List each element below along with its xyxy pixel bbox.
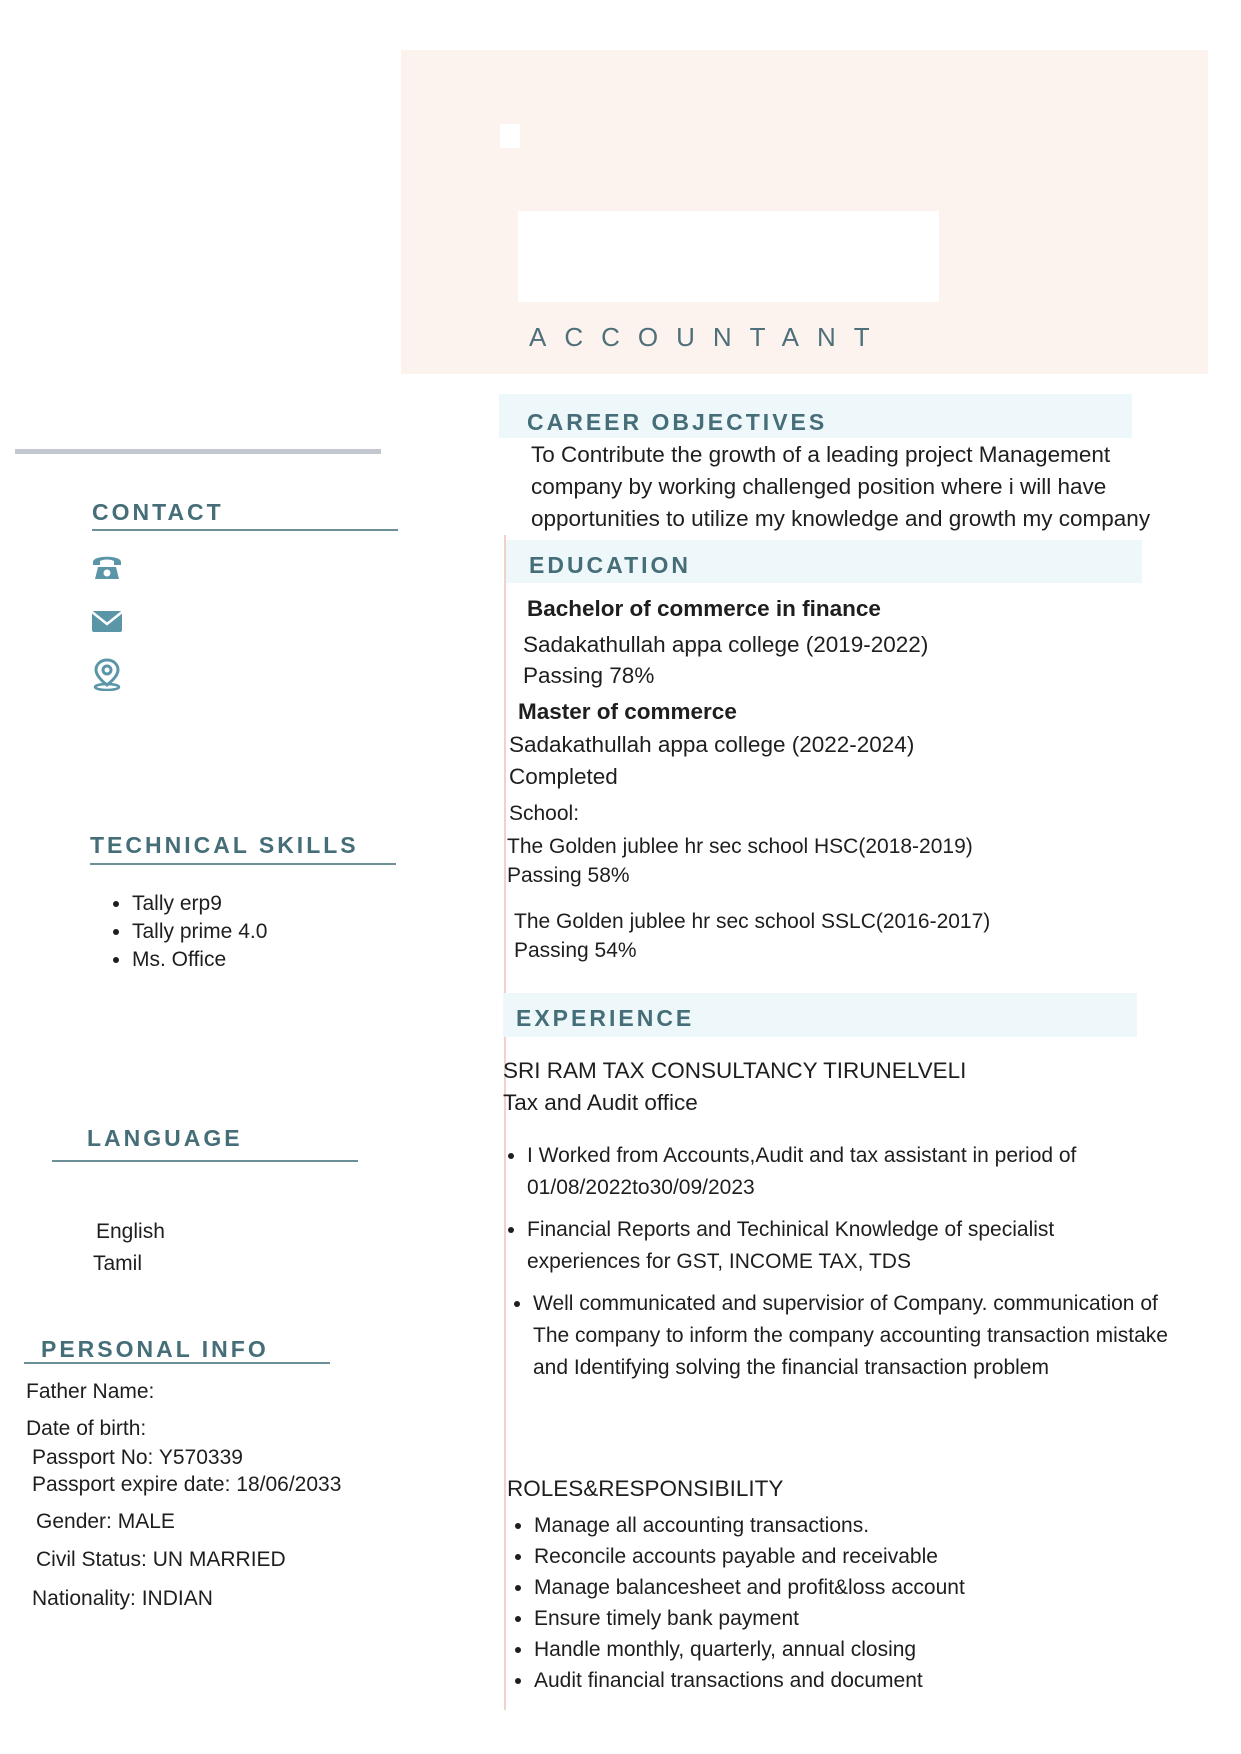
language-tamil: Tamil (93, 1252, 143, 1275)
language-heading: LANGUAGE (87, 1125, 243, 1151)
degree-result: Passing 78% (523, 663, 655, 688)
school-name: The Golden jublee hr sec school HSC(2018-2019) (507, 835, 973, 858)
list-item: • Financial Reports and Techinical Knowledge of specialist experiences for GST, INCOME TAX, TDS (527, 1214, 1197, 1278)
experience-heading: EXPERIENCE (516, 1005, 695, 1031)
list-item: • Audit financial transactions and document (534, 1665, 1154, 1696)
photo-placeholder (500, 124, 520, 148)
roles-list (510, 1510, 1154, 1696)
name-box (518, 211, 939, 302)
list-item: • Ms. Office (132, 946, 267, 974)
contact-underline (92, 529, 398, 531)
degree-college: Sadakathullah appa college (2022-2024) (509, 732, 915, 757)
language-underline (52, 1160, 358, 1162)
list-item: • Tally prime 4.0 (132, 918, 267, 946)
role-title: ACCOUNTANT (529, 322, 888, 352)
personal-info-heading: PERSONAL INFO (41, 1336, 269, 1362)
date-of-birth: Date of birth: (26, 1417, 147, 1440)
personal-info-underline (24, 1362, 330, 1364)
school-label: School: (509, 802, 580, 825)
list-item: • Manage all accounting transactions. (534, 1510, 1154, 1541)
school-result: Passing 54% (514, 939, 637, 962)
language-english: English (96, 1220, 165, 1243)
passport-no: Passport No: Y570339 (32, 1446, 243, 1469)
phone-icon (90, 549, 124, 583)
career-objective-line: company by working challenged position where i will have (531, 474, 1107, 499)
degree-title: Master of commerce (518, 699, 737, 724)
passport-expire: Passport expire date: 18/06/2033 (32, 1473, 342, 1496)
technical-skills-list (104, 890, 267, 974)
school-name: The Golden jublee hr sec school SSLC(2016-2017) (514, 910, 991, 933)
nationality: Nationality: INDIAN (32, 1587, 213, 1610)
list-item: • I Worked from Accounts,Audit and tax assistant in period of 01/08/2022to30/09/2023 (527, 1140, 1197, 1204)
list-item: • Handle monthly, quarterly, annual closing (534, 1634, 1154, 1665)
contact-heading: CONTACT (92, 499, 224, 525)
location-icon (90, 657, 124, 691)
roles-heading: ROLES&RESPONSIBILITY (507, 1476, 784, 1501)
school-result: Passing 58% (507, 864, 630, 887)
education-heading: EDUCATION (529, 552, 692, 578)
experience-company: SRI RAM TAX CONSULTANCY TIRUNELVELI (503, 1058, 967, 1083)
father-name: Father Name: (26, 1380, 155, 1403)
list-item: • Manage balancesheet and profit&loss account (534, 1572, 1154, 1603)
column-divider (504, 535, 506, 1710)
list-item: • Ensure timely bank payment (534, 1603, 1154, 1634)
sidebar-top-rule (15, 449, 381, 454)
technical-skills-underline (90, 863, 396, 865)
list-item: • Tally erp9 (132, 890, 267, 918)
career-objective-line: To Contribute the growth of a leading project Management (531, 442, 1111, 467)
degree-title: Bachelor of commerce in finance (527, 596, 881, 621)
list-item: • Well communicated and supervisior of Company. communication of The company to inform the company accounting transaction mistake and Identifying solving the financial transaction problem (533, 1288, 1197, 1384)
experience-office: Tax and Audit office (503, 1090, 698, 1115)
civil-status: Civil Status: UN MARRIED (36, 1548, 286, 1571)
list-item: • Reconcile accounts payable and receivable (534, 1541, 1154, 1572)
mail-icon (90, 604, 124, 638)
gender: Gender: MALE (36, 1510, 175, 1533)
degree-result: Completed (509, 764, 618, 789)
career-objectives-heading: CAREER OBJECTIVES (527, 409, 828, 435)
technical-skills-heading: TECHNICAL SKILLS (90, 832, 359, 858)
degree-college: Sadakathullah appa college (2019-2022) (523, 632, 929, 657)
career-objective-line: opportunities to utilize my knowledge and growth my company (531, 506, 1151, 531)
experience-list (503, 1140, 1197, 1394)
